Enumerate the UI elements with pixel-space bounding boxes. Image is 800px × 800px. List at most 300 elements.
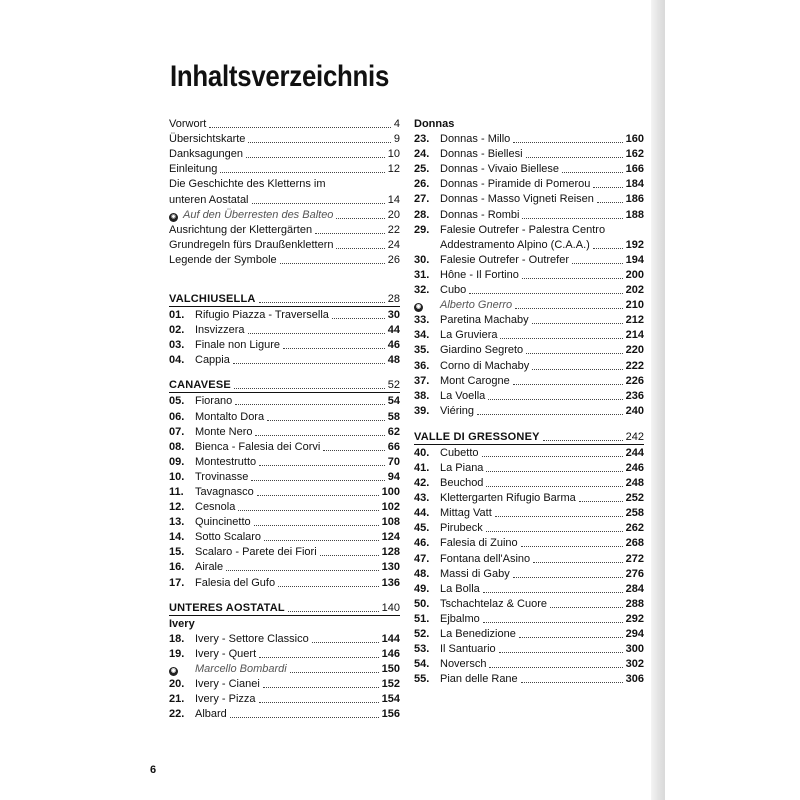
page-number: 6: [150, 764, 157, 776]
toc-entry: [169, 691, 400, 706]
entry-title: Tschachtelaz & Cuore: [440, 597, 547, 610]
toc-entry: [414, 475, 644, 490]
entry-title: Cubo: [440, 284, 467, 297]
leader-dots: [486, 471, 622, 472]
entry-page: 186: [625, 193, 644, 206]
entry-number: 35.: [414, 344, 430, 357]
leader-dots: [521, 546, 623, 547]
entry-number: 48.: [414, 567, 430, 580]
entry-number: 44.: [414, 507, 430, 520]
toc-entry: [414, 403, 644, 418]
entry-number: 15.: [169, 546, 185, 559]
entry-title: Ivery - Pizza: [195, 693, 256, 705]
toc-entry: [169, 222, 400, 237]
entry-page: 202: [625, 284, 644, 297]
leader-dots: [519, 637, 623, 638]
leader-dots: [482, 456, 623, 457]
leader-dots: [257, 495, 379, 496]
leader-dots: [312, 642, 379, 643]
entry-number: 23.: [414, 133, 430, 146]
portrait-badge-icon: ◉: [415, 304, 422, 311]
toc-entry: [414, 161, 644, 176]
leader-dots: [252, 203, 385, 204]
entry-title: Mont Carogne: [440, 374, 510, 387]
entry-page: 192: [625, 238, 644, 251]
entry-number: 40.: [414, 446, 430, 459]
entry-title: Mittag Vatt: [440, 507, 492, 520]
entry-page: 226: [625, 374, 644, 387]
entry-page: 284: [625, 582, 644, 595]
toc-entry: [414, 327, 644, 342]
entry-number: 16.: [169, 561, 185, 574]
leader-dots: [320, 555, 379, 556]
leader-dots: [526, 353, 622, 354]
leader-dots: [267, 420, 385, 421]
entry-title: Albard: [195, 708, 227, 721]
toc-entry: [414, 373, 644, 388]
toc-entry: [169, 559, 400, 574]
entry-page: 144: [381, 632, 400, 645]
toc-entry: [169, 307, 400, 322]
portrait-badge-icon: ◉: [170, 213, 177, 220]
entry-number: 37.: [414, 374, 430, 387]
entry-title: Addestramento Alpino (C.A.A.): [440, 238, 590, 251]
entry-title: Viéring: [440, 404, 475, 417]
entry-title: Paretina Machaby: [440, 314, 529, 327]
toc-entry: [169, 116, 400, 131]
entry-number: 54.: [414, 658, 430, 671]
entry-page: 268: [625, 537, 644, 550]
entry-page: 146: [381, 647, 400, 660]
entry-title: Marcello Bombardi: [195, 662, 287, 675]
toc-left-column: [169, 116, 400, 721]
leader-dots: [288, 611, 379, 612]
leader-dots: [278, 586, 379, 587]
leader-dots: [332, 318, 385, 319]
entry-number: 19.: [169, 647, 185, 660]
entry-page: 20: [387, 208, 400, 221]
entry-page: 236: [625, 389, 644, 402]
toc-entry: [169, 574, 400, 589]
toc-entry: [169, 424, 400, 439]
entry-number: 45.: [414, 522, 430, 535]
entry-page: 52: [387, 379, 400, 392]
entry-number: 22.: [169, 708, 185, 721]
toc-entry: [169, 146, 400, 161]
entry-page: 128: [381, 546, 400, 559]
toc-entry: [414, 388, 644, 403]
entry-number: 41.: [414, 461, 430, 474]
section-header: [169, 378, 400, 393]
toc-entry: [414, 626, 644, 641]
toc-entry: [414, 671, 644, 686]
toc-entry: [169, 207, 400, 222]
entry-title: Donnas - Biellesi: [440, 148, 523, 161]
entry-title: Legende der Symbole: [169, 253, 277, 266]
entry-title: Übersichtskarte: [169, 133, 246, 146]
toc-entry: [414, 566, 644, 581]
entry-title: Trovinasse: [195, 470, 249, 483]
leader-dots: [513, 142, 622, 143]
entry-title: VALCHIUSELLA: [169, 292, 256, 305]
toc-entry: [169, 191, 400, 206]
entry-number: 51.: [414, 612, 430, 625]
portrait-badge-icon: ◉: [170, 667, 177, 674]
leader-dots: [486, 531, 623, 532]
entry-title: Ivery - Quert: [195, 647, 257, 660]
section-header: [169, 601, 400, 616]
entry-page: 272: [625, 552, 644, 565]
entry-number: 20.: [169, 677, 185, 690]
entry-title: Giardino Segreto: [440, 344, 524, 357]
page-title: Inhaltsverzeichnis: [170, 60, 390, 93]
entry-number: 03.: [169, 339, 185, 352]
entry-number: 14.: [169, 531, 185, 544]
leader-dots: [488, 399, 622, 400]
leader-dots: [579, 501, 623, 502]
entry-page: 4: [393, 118, 400, 131]
entry-number: 32.: [414, 284, 430, 297]
toc-entry: [169, 322, 400, 337]
entry-page: 306: [625, 673, 644, 686]
entry-title: Il Santuario: [440, 643, 496, 656]
toc-entry: [414, 267, 644, 282]
toc-entry: [414, 550, 644, 565]
entry-number: 17.: [169, 576, 185, 589]
leader-dots: [259, 702, 379, 703]
leader-dots: [526, 157, 623, 158]
toc-entry: [414, 581, 644, 596]
entry-title: VALLE DI GRESSONEY: [414, 430, 540, 443]
entry-number: 36.: [414, 359, 430, 372]
leader-dots: [483, 592, 623, 593]
leader-dots: [532, 369, 622, 370]
entry-page: 66: [387, 440, 400, 453]
entry-title: Grundregeln fürs Draußenklettern: [169, 238, 334, 251]
entry-page: 214: [625, 329, 644, 342]
leader-dots: [259, 465, 385, 466]
toc-entry: [414, 611, 644, 626]
entry-number: 12.: [169, 501, 185, 514]
toc-entry: [414, 176, 644, 191]
entry-number: 50.: [414, 597, 430, 610]
entry-title: La Gruviera: [440, 329, 498, 342]
toc-entry: [169, 529, 400, 544]
toc-entry: [169, 676, 400, 691]
entry-title: Rifugio Piazza - Traversella: [195, 309, 329, 322]
leader-dots: [238, 510, 378, 511]
leader-dots: [483, 622, 623, 623]
leader-dots: [477, 414, 623, 415]
entry-title: Pirubeck: [440, 522, 483, 535]
leader-dots: [248, 333, 385, 334]
entry-number: 33.: [414, 314, 430, 327]
entry-page: 258: [625, 507, 644, 520]
toc-entry: [169, 352, 400, 367]
entry-title: Donnas - Piramide di Pomerou: [440, 178, 591, 191]
entry-page: 212: [625, 314, 644, 327]
leader-dots: [264, 540, 379, 541]
leader-dots: [323, 450, 384, 451]
leader-dots: [283, 348, 385, 349]
entry-title: Vorwort: [169, 118, 207, 131]
leader-dots: [336, 248, 384, 249]
entry-page: 160: [625, 133, 644, 146]
entry-title: UNTERES AOSTATAL: [169, 601, 285, 614]
entry-title: Fontana dell'Asino: [440, 552, 531, 565]
leader-dots: [532, 323, 623, 324]
leader-dots: [515, 308, 622, 309]
entry-number: 08.: [169, 440, 185, 453]
entry-page: 220: [625, 344, 644, 357]
entry-number: 25.: [414, 163, 430, 176]
toc-entry: [169, 393, 400, 408]
entry-number: 11.: [169, 485, 184, 498]
leader-dots: [562, 172, 623, 173]
author-icon: [169, 667, 195, 676]
leader-dots: [251, 480, 384, 481]
entry-number: 26.: [414, 178, 430, 191]
entry-number: 01.: [169, 309, 185, 322]
entry-number: 46.: [414, 537, 430, 550]
toc-right-column: [414, 116, 644, 686]
entry-title: Donnas - Vivaio Biellese: [440, 163, 560, 176]
entry-title: Donnas - Masso Vigneti Reisen: [440, 193, 594, 206]
entry-title: La Voella: [440, 389, 486, 402]
entry-page: 100: [381, 485, 400, 498]
entry-page: 154: [381, 693, 400, 705]
leader-dots: [220, 172, 384, 173]
entry-page: 240: [625, 404, 644, 417]
entry-number: 10.: [169, 470, 185, 483]
entry-number: 29.: [414, 223, 430, 236]
entry-number: 47.: [414, 552, 430, 565]
toc-entry: [169, 631, 400, 646]
entry-title: Falesia di Zuino: [440, 537, 518, 550]
toc-entry: [169, 439, 400, 454]
entry-title: Ausrichtung der Klettergärten: [169, 223, 313, 236]
toc-entry: [169, 237, 400, 252]
entry-title: Ivery - Settore Classico: [195, 632, 309, 645]
entry-page: 244: [625, 446, 644, 459]
toc-entry: [169, 131, 400, 146]
entry-title: Falesie Outrefer - Outrefer: [440, 253, 569, 266]
entry-title: Finale non Ligure: [195, 339, 281, 352]
entry-page: 188: [625, 208, 644, 221]
leader-dots: [489, 667, 622, 668]
toc-entry: [414, 206, 644, 221]
entry-title: Insvizzera: [195, 324, 245, 337]
entry-number: 34.: [414, 329, 430, 342]
entry-page: 194: [625, 253, 644, 266]
entry-page: 140: [381, 601, 400, 614]
leader-dots: [315, 233, 385, 234]
entry-number: 24.: [414, 148, 430, 161]
entry-page: 54: [387, 395, 400, 408]
entry-page: 30: [387, 309, 400, 322]
toc-entry: [414, 505, 644, 520]
entry-page: 302: [625, 658, 644, 671]
toc-entry: [414, 596, 644, 611]
entry-title: Noversch: [440, 658, 487, 671]
toc-entry: [169, 499, 400, 514]
entry-number: 09.: [169, 455, 185, 468]
leader-dots: [486, 486, 622, 487]
toc-entry: [414, 520, 644, 535]
entry-title: Alberto Gnerro: [440, 299, 513, 312]
leader-dots: [235, 404, 384, 405]
entry-page: 200: [625, 268, 644, 281]
toc-entry: [169, 252, 400, 267]
section-header: [169, 292, 400, 307]
entry-page: 108: [381, 516, 400, 529]
entry-title: Quincinetto: [195, 516, 251, 529]
entry-page: 22: [387, 223, 400, 236]
entry-title: Scalaro - Parete dei Fiori: [195, 546, 317, 559]
entry-page: 70: [387, 455, 400, 468]
entry-title: Pian delle Rane: [440, 673, 518, 686]
entry-page: 58: [387, 410, 400, 423]
entry-page: 12: [387, 163, 400, 176]
leader-dots: [597, 202, 623, 203]
entry-title: La Bolla: [440, 582, 480, 595]
entry-title: Airale: [195, 561, 224, 574]
toc-entry: [414, 146, 644, 161]
entry-number: 49.: [414, 582, 430, 595]
leader-dots: [259, 302, 385, 303]
leader-dots: [522, 278, 623, 279]
toc-entry: [169, 469, 400, 484]
page-spine-shadow: [651, 0, 665, 800]
subsection-header: Ivery: [169, 617, 195, 630]
entry-title: La Piana: [440, 461, 484, 474]
entry-title: Falesia del Gufo: [195, 576, 276, 589]
entry-page: 10: [387, 148, 400, 161]
section-header: [414, 430, 644, 445]
entry-title: Cesnola: [195, 501, 236, 514]
entry-number: 43.: [414, 492, 430, 505]
entry-page: 292: [625, 612, 644, 625]
entry-title: Danksagungen: [169, 148, 244, 161]
entry-title: Montalto Dora: [195, 410, 265, 423]
entry-page: 300: [625, 643, 644, 656]
entry-page: 262: [625, 522, 644, 535]
entry-number: 38.: [414, 389, 430, 402]
toc-entry: [414, 357, 644, 372]
leader-dots: [336, 218, 384, 219]
entry-page: 150: [381, 662, 400, 675]
entry-page: 156: [381, 708, 400, 721]
toc-entry: [169, 544, 400, 559]
leader-dots: [495, 516, 623, 517]
toc-entry: [414, 191, 644, 206]
toc-entry: [169, 176, 400, 191]
entry-page: 288: [625, 597, 644, 610]
entry-page: 152: [381, 677, 400, 690]
entry-title: Donnas - Millo: [440, 133, 511, 146]
toc-entry: [169, 161, 400, 176]
toc-entry: [414, 342, 644, 357]
entry-title: Bienca - Falesia dei Corvi: [195, 440, 321, 453]
entry-page: 242: [625, 430, 644, 443]
entry-page: 62: [387, 425, 400, 438]
entry-title: Donnas - Rombi: [440, 208, 520, 221]
leader-dots: [593, 187, 622, 188]
leader-dots: [259, 657, 379, 658]
leader-dots: [234, 388, 385, 389]
toc-entry: [169, 661, 400, 676]
entry-title: Massi di Gaby: [440, 567, 510, 580]
entry-number: 18.: [169, 632, 185, 645]
leader-dots: [550, 607, 623, 608]
entry-title: Beuchod: [440, 477, 484, 490]
entry-title: Einleitung: [169, 163, 218, 176]
entry-number: 42.: [414, 477, 430, 490]
entry-page: 162: [625, 148, 644, 161]
entry-page: 48: [387, 354, 400, 367]
entry-number: 13.: [169, 516, 185, 529]
toc-entry: [414, 460, 644, 475]
toc-entry: [169, 337, 400, 352]
entry-number: 28.: [414, 208, 430, 221]
entry-title: Corno di Machaby: [440, 359, 530, 372]
toc-entry: [414, 656, 644, 671]
entry-number: 04.: [169, 354, 185, 367]
entry-title: Cubetto: [440, 446, 479, 459]
entry-page: 136: [381, 576, 400, 589]
toc-entry: [169, 408, 400, 423]
leader-dots: [226, 570, 379, 571]
leader-dots: [254, 525, 379, 526]
toc-entry: [414, 312, 644, 327]
entry-title: Die Geschichte des Kletterns im: [169, 178, 326, 191]
toc-entry: [414, 222, 644, 237]
entry-page: 252: [625, 492, 644, 505]
toc-entry: [414, 282, 644, 297]
toc-entry: [414, 445, 644, 460]
entry-number: 02.: [169, 324, 185, 337]
entry-title: Hône - Il Fortino: [440, 268, 519, 281]
entry-page: 14: [387, 193, 400, 206]
leader-dots: [533, 562, 622, 563]
leader-dots: [522, 218, 622, 219]
toc-entry: [414, 297, 644, 312]
entry-number: 21.: [169, 693, 185, 705]
entry-title: Sotto Scalaro: [195, 531, 262, 544]
leader-dots: [593, 248, 623, 249]
entry-page: 248: [625, 477, 644, 490]
leader-dots: [469, 293, 622, 294]
leader-dots: [543, 440, 623, 441]
entry-page: 130: [381, 561, 400, 574]
entry-number: 31.: [414, 268, 430, 281]
subsection-header: Donnas: [414, 118, 455, 130]
entry-page: 102: [381, 501, 400, 514]
entry-page: 26: [387, 253, 400, 266]
toc-entry: [414, 490, 644, 505]
leader-dots: [263, 687, 379, 688]
leader-dots: [572, 263, 623, 264]
entry-page: 184: [625, 178, 644, 191]
toc-entry: [414, 641, 644, 656]
entry-page: 24: [387, 238, 400, 251]
toc-entry: [169, 454, 400, 469]
leader-dots: [513, 577, 623, 578]
entry-title: Ivery - Cianei: [195, 677, 260, 690]
entry-page: 44: [387, 324, 400, 337]
entry-number: 07.: [169, 425, 185, 438]
entry-title: Montestrutto: [195, 455, 257, 468]
